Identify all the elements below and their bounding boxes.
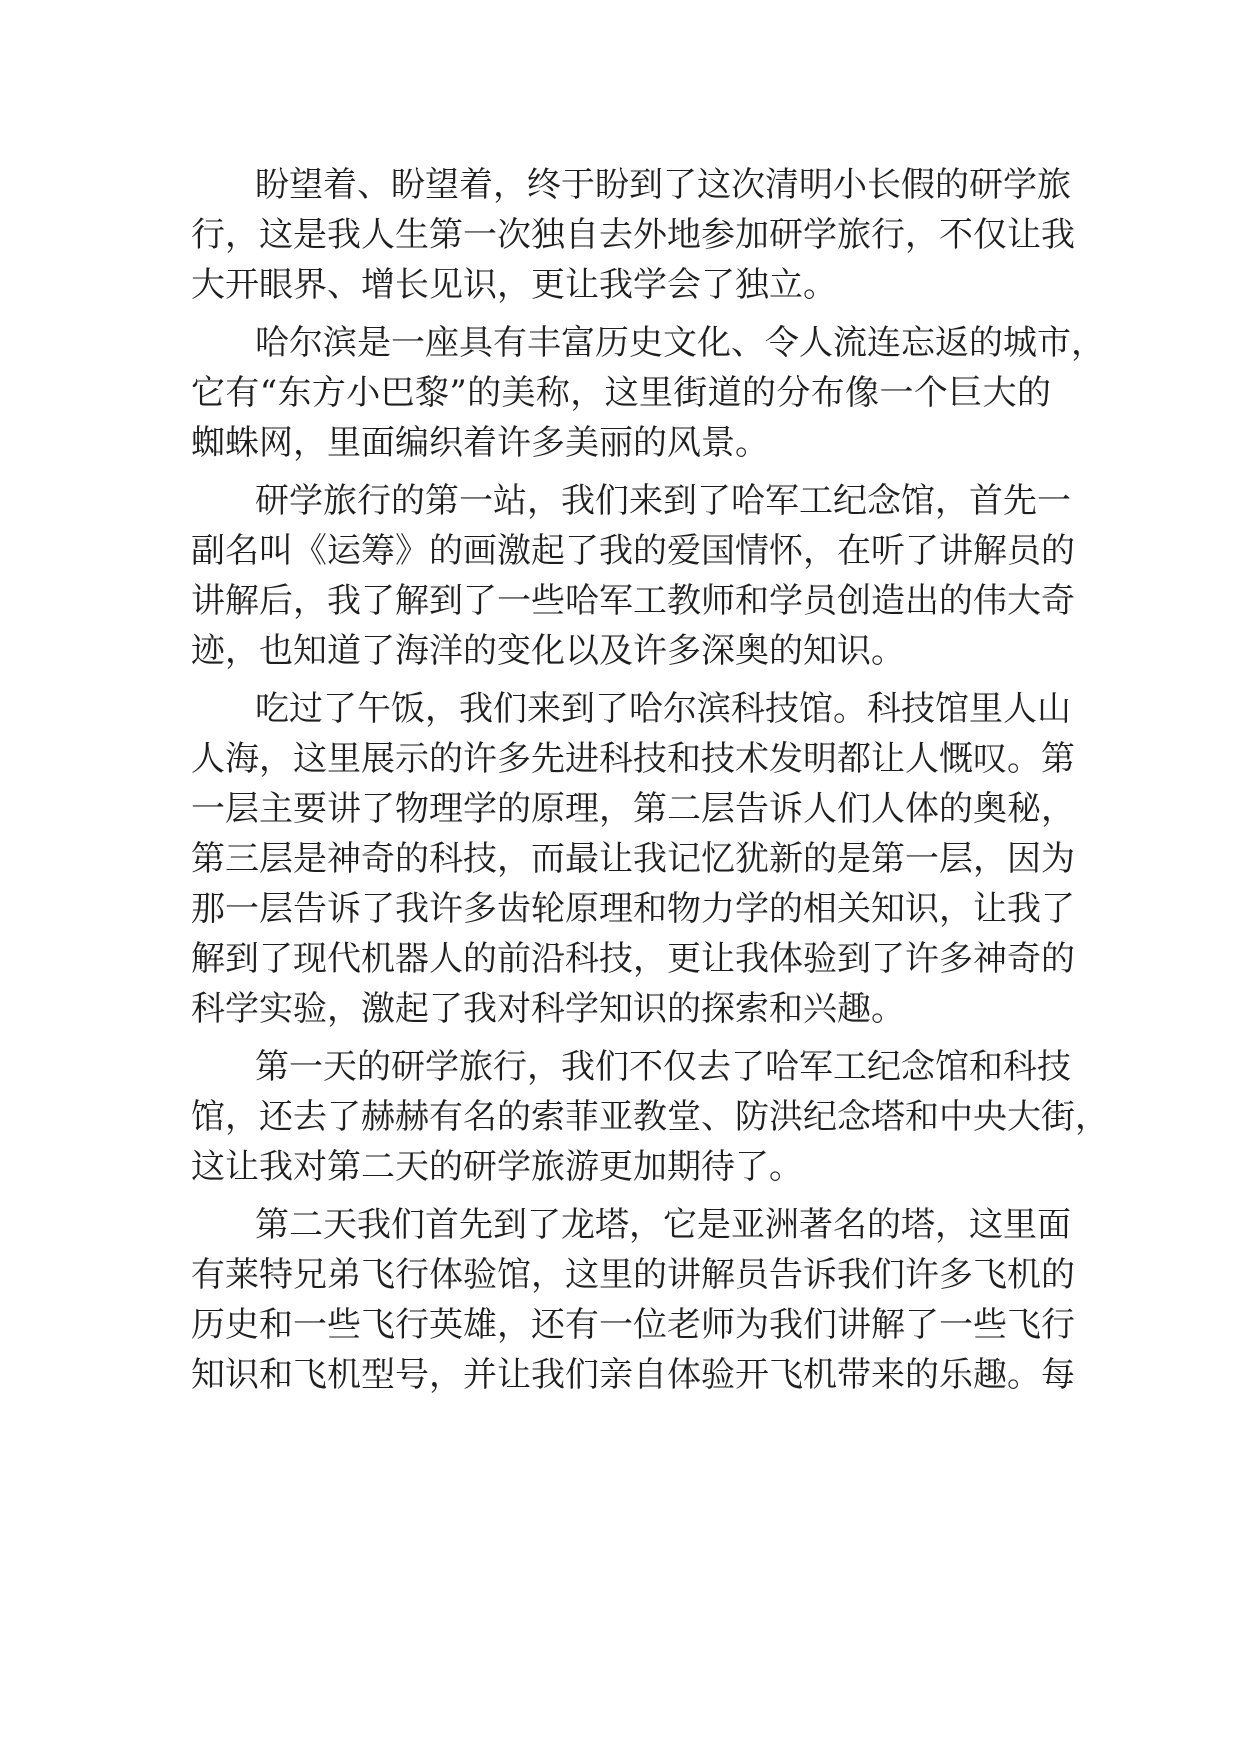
paragraph-2 — [191, 318, 1105, 468]
text-line: 这让我对第二天的研学旅游更加期待了。 — [191, 1147, 803, 1187]
text-line: 一层主要讲了物理学的原理，第二层告诉人们人体的奥秘， — [191, 789, 1075, 829]
text-line: 那一层告诉了我许多齿轮原理和物力学的相关知识，让我了 — [191, 889, 1075, 929]
text-line: 知识和飞机型号，并让我们亲自体验开飞机带来的乐趣。每 — [191, 1355, 1075, 1395]
text-line: 吃过了午饭，我们来到了哈尔滨科技馆。科技馆里人山 — [255, 689, 1071, 729]
text-line: 行，这是我人生第一次独自去外地参加研学旅行，不仅让我 — [191, 215, 1075, 255]
text-line: 哈尔滨是一座具有丰富历史文化、令人流连忘返的城市， — [255, 323, 1105, 363]
text-line: 有莱特兄弟飞行体验馆，这里的讲解员告诉我们许多飞机的 — [191, 1255, 1075, 1295]
text-line: 第三层是神奇的科技，而最让我记忆犹新的是第一层，因为 — [191, 839, 1075, 879]
paragraph-1 — [191, 160, 1075, 310]
text-line: 迹，也知道了海洋的变化以及许多深奥的知识。 — [191, 631, 905, 671]
text-line: 馆，还去了赫赫有名的索菲亚教堂、防洪纪念塔和中央大街， — [191, 1097, 1109, 1137]
paragraph-4 — [191, 684, 1075, 1034]
text-line: 大开眼界、增长见识，更让我学会了独立。 — [191, 265, 837, 305]
text-line: 研学旅行的第一站，我们来到了哈军工纪念馆，首先一 — [255, 481, 1071, 521]
text-line: 科学实验，激起了我对科学知识的探索和兴趣。 — [191, 989, 905, 1029]
paragraph-5 — [191, 1042, 1109, 1192]
text-line: 蜘蛛网，里面编织着许多美丽的风景。 — [191, 423, 769, 463]
paragraph-3 — [191, 476, 1075, 676]
text-line: 人海，这里展示的许多先进科技和技术发明都让人慨叹。第 — [191, 739, 1075, 779]
text-line: 副名叫《运筹》的画激起了我的爱国情怀，在听了讲解员的 — [191, 531, 1075, 571]
text-line: 历史和一些飞行英雄，还有一位老师为我们讲解了一些飞行 — [191, 1305, 1075, 1345]
document-body — [191, 160, 1109, 1400]
text-line: 第一天的研学旅行，我们不仅去了哈军工纪念馆和科技 — [255, 1047, 1071, 1087]
text-line: 它有“东方小巴黎”的美称，这里街道的分布像一个巨大的 — [191, 373, 1051, 413]
text-line: 解到了现代机器人的前沿科技，更让我体验到了许多神奇的 — [191, 939, 1075, 979]
paragraph-6 — [191, 1200, 1075, 1400]
text-line: 盼望着、盼望着，终于盼到了这次清明小长假的研学旅 — [255, 165, 1071, 205]
text-line: 讲解后，我了解到了一些哈军工教师和学员创造出的伟大奇 — [191, 581, 1075, 621]
text-line: 第二天我们首先到了龙塔，它是亚洲著名的塔，这里面 — [255, 1205, 1071, 1245]
